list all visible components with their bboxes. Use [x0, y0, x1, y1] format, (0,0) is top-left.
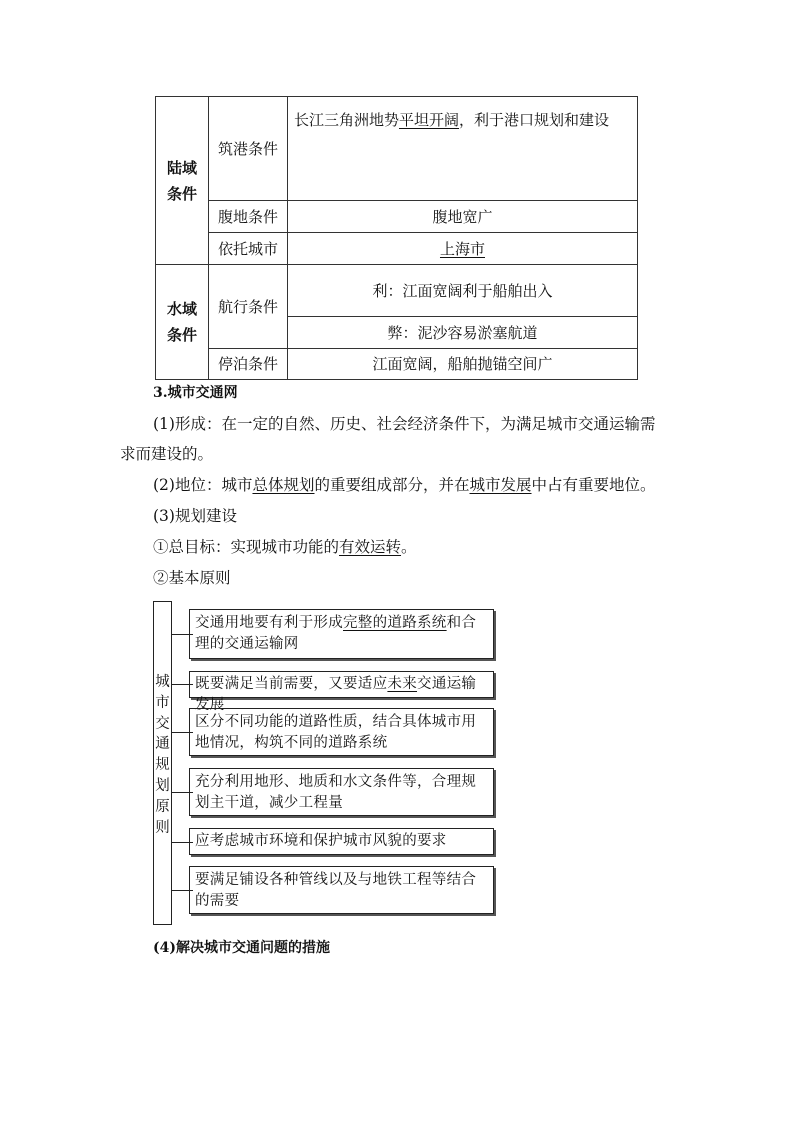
water-cat-line2: 条件	[166, 326, 197, 344]
title-char: 原	[155, 798, 170, 815]
status-mid: 的重要组成部分，并在	[314, 476, 470, 494]
relying-city-value-cell	[288, 233, 638, 265]
relying-city-value: 上海市	[439, 239, 485, 258]
port-building-label: 筑港条件	[209, 97, 288, 201]
box1-underlined: 完整的道路系统	[343, 615, 447, 631]
principle-box-3: 区分不同功能的道路性质，结合具体城市用地情况，构筑不同的道路系统	[189, 708, 494, 756]
box2-underlined: 未来	[387, 676, 418, 692]
principle-box-6: 要满足铺设各种管线以及与地铁工程等结合的需要	[189, 866, 494, 914]
navigation-label: 航行条件	[209, 265, 288, 349]
navigation-pro: 利：江面宽阔利于船舶出入	[288, 265, 638, 317]
land-cat-line2: 条件	[166, 184, 197, 203]
title-char: 城	[155, 674, 170, 690]
principle-box-1	[189, 609, 494, 659]
port-building-underlined: 平坦开阔	[399, 111, 460, 129]
formation-line2: 求而建设的。	[120, 445, 214, 463]
status-underlined-1: 总体规划	[252, 476, 315, 494]
section-heading: 3.城市交通网	[153, 385, 238, 401]
shanghai-port-conditions-table	[155, 96, 638, 380]
box1-pre: 交通用地要有利于形成	[195, 615, 343, 631]
goal-pre: ①总目标：实现城市功能的	[153, 538, 340, 556]
box2-pre: 既要满足当前需要，又要适应	[195, 676, 388, 692]
water-cat-line1: 水域	[166, 300, 197, 318]
port-building-value	[288, 97, 638, 201]
status-paragraph	[153, 475, 656, 495]
principles-heading: ②基本原则	[153, 569, 231, 587]
port-building-text-pre: 长江三角洲地势	[294, 111, 400, 129]
land-cat-line1: 陆域	[166, 158, 197, 177]
principle-box-2	[189, 671, 494, 713]
land-conditions-cell	[156, 97, 209, 265]
hinterland-value: 腹地宽广	[288, 201, 638, 233]
box2-post: 交通运输发展	[195, 676, 477, 713]
title-char: 市	[155, 694, 170, 711]
anchoring-label: 停泊条件	[209, 349, 288, 380]
formation-line1: (1)形成：在一定的自然、历史、社会经济条件下，为满足城市交通运输需	[153, 415, 656, 433]
planning-heading: (3)规划建设	[153, 507, 237, 525]
title-char: 则	[155, 819, 170, 836]
solutions-heading: (4)解决城市交通问题的措施	[153, 940, 330, 956]
relying-city-label: 依托城市	[209, 233, 288, 265]
goal-underlined: 有效运转	[339, 538, 402, 556]
hinterland-label: 腹地条件	[209, 201, 288, 233]
anchoring-value: 江面宽阔，船舶抛锚空间广	[288, 349, 638, 380]
title-char: 规	[155, 757, 170, 774]
title-char: 交	[155, 715, 170, 732]
status-underlined-2: 城市发展	[469, 476, 532, 494]
port-building-text-post: ，利于港口规划和建设	[459, 111, 610, 129]
principle-box-5: 应考虑城市环境和保护城市风貌的要求	[189, 828, 494, 855]
navigation-con: 弊：泥沙容易淤塞航道	[288, 317, 638, 349]
water-conditions-cell	[156, 265, 209, 380]
box1-post: 和合理的交通运输网	[195, 615, 477, 652]
diagram-vertical-title	[154, 672, 171, 838]
status-pre: (2)地位：城市	[153, 476, 253, 494]
goal-paragraph	[153, 537, 417, 557]
status-post: 中占有重要地位。	[531, 476, 656, 494]
principle-box-4: 充分利用地形、地质和水文条件等，合理规划主干道，减少工程量	[189, 768, 494, 816]
title-char: 通	[155, 736, 170, 753]
goal-post: 。	[401, 538, 417, 556]
title-char: 划	[155, 777, 170, 794]
